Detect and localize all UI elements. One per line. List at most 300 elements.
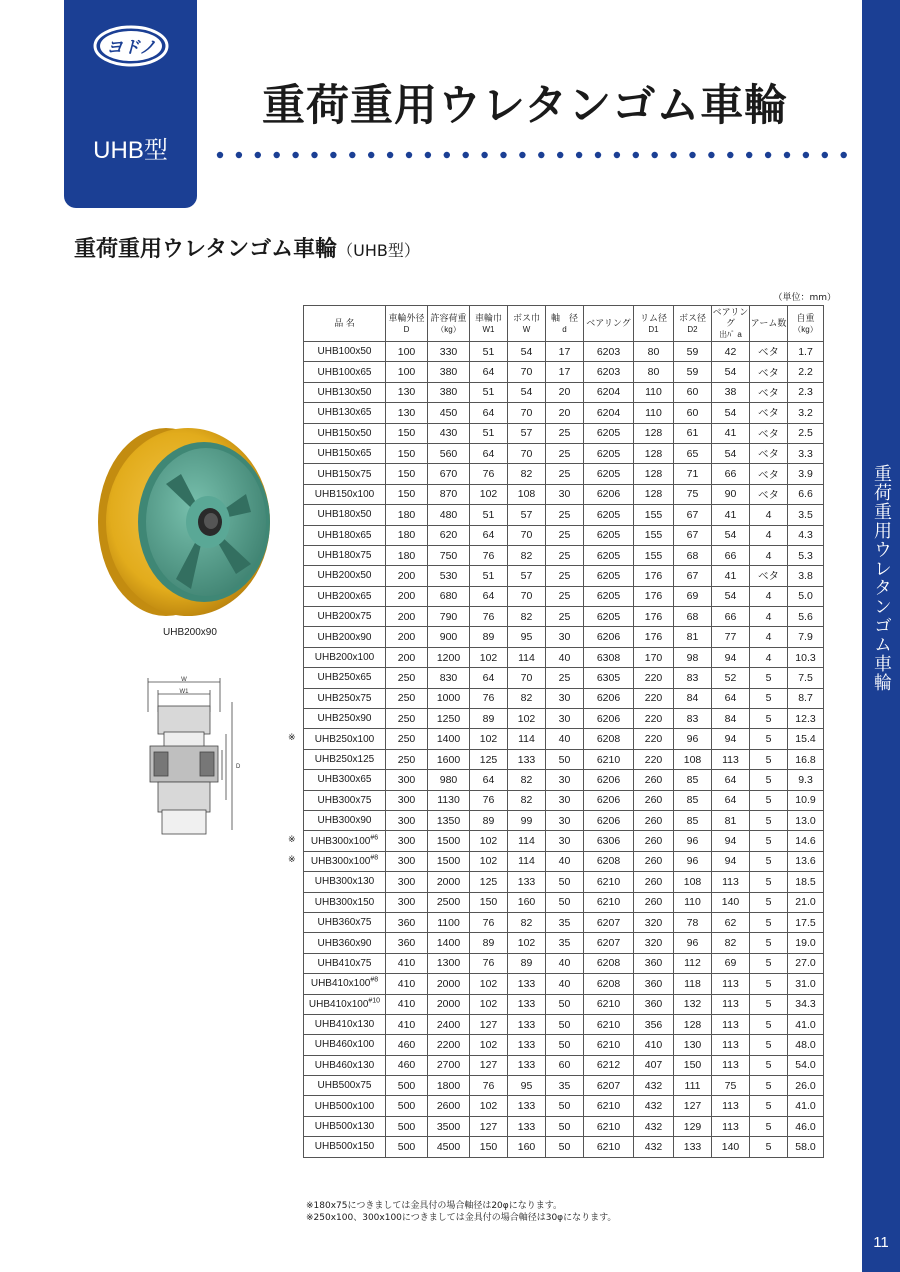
divider-dot <box>236 152 242 158</box>
table-cell: 60 <box>546 1055 584 1075</box>
table-cell: 41 <box>712 423 750 443</box>
table-cell: 64 <box>470 586 508 606</box>
table-row <box>304 1137 824 1157</box>
table-cell: ベタ <box>750 362 788 382</box>
table-row <box>304 464 824 484</box>
table-cell: 790 <box>428 607 470 627</box>
table-cell: 5 <box>750 994 788 1014</box>
table-cell: 6205 <box>584 566 634 586</box>
cross-section-drawing <box>140 672 250 844</box>
table-cell: 407 <box>634 1055 674 1075</box>
table-cell: 102 <box>470 994 508 1014</box>
table-cell: 6308 <box>584 647 634 667</box>
table-cell: 220 <box>634 729 674 749</box>
table-cell: 25 <box>546 525 584 545</box>
table-cell: 48.0 <box>788 1035 824 1055</box>
table-cell: 176 <box>634 607 674 627</box>
table-cell: 128 <box>674 1014 712 1034</box>
table-cell: 1600 <box>428 749 470 769</box>
table-cell: 5 <box>750 912 788 932</box>
table-cell: 78 <box>674 912 712 932</box>
table-cell: 113 <box>712 974 750 994</box>
table-cell: 6206 <box>584 810 634 830</box>
table-cell: 6205 <box>584 545 634 565</box>
table-cell: 5 <box>750 851 788 871</box>
table-cell: 260 <box>634 831 674 851</box>
row-mark: ※ <box>288 834 296 845</box>
table-cell: 250 <box>386 688 428 708</box>
table-cell: 8.7 <box>788 688 824 708</box>
table-cell: 118 <box>674 974 712 994</box>
table-cell: 25 <box>546 668 584 688</box>
table-cell: 50 <box>546 1116 584 1136</box>
table-cell: 1400 <box>428 729 470 749</box>
header-cell: ボス巾 W <box>508 306 546 342</box>
model-name-cell: UHB150x75 <box>304 464 386 484</box>
divider-dot <box>519 152 525 158</box>
table-cell: 70 <box>508 362 546 382</box>
table-cell: 432 <box>634 1096 674 1116</box>
table-row <box>304 1096 824 1116</box>
table-cell: 41 <box>712 566 750 586</box>
table-cell: 5 <box>750 933 788 953</box>
table-cell: 200 <box>386 586 428 606</box>
table-cell: 54 <box>712 443 750 463</box>
brand-tab <box>64 0 197 208</box>
table-cell: 620 <box>428 525 470 545</box>
model-name-cell: UHB300x75 <box>304 790 386 810</box>
divider-dot <box>784 152 790 158</box>
table-cell: 670 <box>428 464 470 484</box>
table-cell: 59 <box>674 362 712 382</box>
table-cell: 12.3 <box>788 709 824 729</box>
table-row <box>304 912 824 932</box>
table-cell: 2700 <box>428 1055 470 1075</box>
table-cell: 980 <box>428 770 470 790</box>
table-cell: 40 <box>546 974 584 994</box>
table-cell: 5 <box>750 953 788 973</box>
table-cell: 500 <box>386 1096 428 1116</box>
table-cell: 54 <box>712 525 750 545</box>
table-cell: 133 <box>508 1116 546 1136</box>
table-cell: 2400 <box>428 1014 470 1034</box>
table-cell: 81 <box>674 627 712 647</box>
table-cell: 133 <box>674 1137 712 1157</box>
table-cell: 200 <box>386 607 428 627</box>
divider-dot <box>481 152 487 158</box>
divider-dot <box>557 152 563 158</box>
table-cell: 64 <box>470 443 508 463</box>
table-cell: 51 <box>470 382 508 402</box>
table-cell: 2.5 <box>788 423 824 443</box>
table-cell: 25 <box>546 464 584 484</box>
table-cell: 155 <box>634 505 674 525</box>
table-cell: 410 <box>634 1035 674 1055</box>
table-cell: 220 <box>634 749 674 769</box>
table-cell: 51 <box>470 423 508 443</box>
model-name-cell: UHB200x50 <box>304 566 386 586</box>
table-cell: 64 <box>470 362 508 382</box>
table-cell: 89 <box>470 709 508 729</box>
table-cell: 150 <box>386 464 428 484</box>
table-cell: 30 <box>546 790 584 810</box>
table-cell: 85 <box>674 810 712 830</box>
table-cell: 64 <box>470 668 508 688</box>
table-cell: 5 <box>750 790 788 810</box>
table-row <box>304 749 824 769</box>
table-cell: 128 <box>634 464 674 484</box>
model-name-cell: UHB300x100$^{\#8}$ <box>304 851 386 871</box>
table-cell: 80 <box>634 362 674 382</box>
table-row <box>304 831 824 851</box>
table-cell: 160 <box>508 892 546 912</box>
table-cell: 900 <box>428 627 470 647</box>
table-cell: 16.8 <box>788 749 824 769</box>
divider-dot <box>746 152 752 158</box>
table-cell: 200 <box>386 627 428 647</box>
table-cell: 150 <box>386 423 428 443</box>
table-cell: 85 <box>674 790 712 810</box>
table-cell: 64 <box>712 790 750 810</box>
table-cell: 51 <box>470 505 508 525</box>
table-cell: 82 <box>508 770 546 790</box>
table-cell: 110 <box>634 403 674 423</box>
model-name-cell: UHB500x100 <box>304 1096 386 1116</box>
model-suffix: #8 <box>370 854 379 862</box>
table-cell: 360 <box>386 933 428 953</box>
divider-dot <box>633 152 639 158</box>
table-cell: 150 <box>470 892 508 912</box>
table-row <box>304 872 824 892</box>
table-cell: 3500 <box>428 1116 470 1136</box>
table-cell: 140 <box>712 1137 750 1157</box>
divider-dot <box>500 152 506 158</box>
table-cell: 35 <box>546 1076 584 1096</box>
model-suffix: #10 <box>368 997 381 1005</box>
table-cell: 2500 <box>428 892 470 912</box>
table-row <box>304 382 824 402</box>
table-cell: 130 <box>674 1035 712 1055</box>
table-row <box>304 342 824 362</box>
divider-dot <box>538 152 544 158</box>
table-cell: 30 <box>546 709 584 729</box>
table-cell: 89 <box>470 810 508 830</box>
model-name-cell: UHB410x100$^{\#8}$ <box>304 974 386 994</box>
table-cell: 113 <box>712 1014 750 1034</box>
table-cell: 70 <box>508 668 546 688</box>
table-row <box>304 443 824 463</box>
table-cell: 6210 <box>584 1096 634 1116</box>
table-cell: 260 <box>634 810 674 830</box>
model-name-cell: UHB200x65 <box>304 586 386 606</box>
svg-text:W1: W1 <box>179 689 189 695</box>
table-cell: 17 <box>546 342 584 362</box>
table-cell: 64 <box>470 770 508 790</box>
table-cell: 300 <box>386 770 428 790</box>
table-cell: 113 <box>712 1055 750 1075</box>
table-cell: 67 <box>674 525 712 545</box>
table-cell: 140 <box>712 892 750 912</box>
table-cell: 4.3 <box>788 525 824 545</box>
table-cell: 30 <box>546 484 584 504</box>
table-cell: ベタ <box>750 342 788 362</box>
table-cell: 6208 <box>584 953 634 973</box>
table-cell: 432 <box>634 1116 674 1136</box>
table-cell: 50 <box>546 1014 584 1034</box>
table-cell: ベタ <box>750 443 788 463</box>
model-name-cell: UHB130x50 <box>304 382 386 402</box>
table-cell: 82 <box>508 464 546 484</box>
table-cell: 500 <box>386 1076 428 1096</box>
table-cell: 94 <box>712 647 750 667</box>
table-cell: 6205 <box>584 443 634 463</box>
row-mark: ※ <box>288 855 296 865</box>
table-cell: 870 <box>428 484 470 504</box>
table-cell: 70 <box>508 443 546 463</box>
divider-dot <box>803 152 809 158</box>
table-cell: 2.3 <box>788 382 824 402</box>
table-cell: 6205 <box>584 586 634 606</box>
table-row <box>304 647 824 667</box>
table-cell: 4 <box>750 545 788 565</box>
table-row <box>304 810 824 830</box>
table-cell: 66 <box>712 607 750 627</box>
table-cell: 2600 <box>428 1096 470 1116</box>
model-name-cell: UHB410x75 <box>304 953 386 973</box>
wheel-photo <box>96 424 276 620</box>
table-cell: 80 <box>634 342 674 362</box>
table-cell: 5.6 <box>788 607 824 627</box>
table-cell: 6.6 <box>788 484 824 504</box>
table-cell: 4 <box>750 586 788 606</box>
table-row <box>304 709 824 729</box>
table-cell: 30 <box>546 627 584 647</box>
table-cell: 300 <box>386 892 428 912</box>
table-cell: 68 <box>674 607 712 627</box>
table-cell: 460 <box>386 1055 428 1075</box>
table-cell: 57 <box>508 505 546 525</box>
table-cell: 6210 <box>584 1035 634 1055</box>
table-row <box>304 403 824 423</box>
table-cell: 330 <box>428 342 470 362</box>
table-cell: 133 <box>508 749 546 769</box>
table-cell: 64 <box>712 688 750 708</box>
table-cell: 31.0 <box>788 974 824 994</box>
table-cell: 133 <box>508 974 546 994</box>
table-cell: 96 <box>674 831 712 851</box>
table-cell: 1100 <box>428 912 470 932</box>
table-cell: 1350 <box>428 810 470 830</box>
table-cell: 75 <box>712 1076 750 1096</box>
table-row <box>304 892 824 912</box>
table-cell: 13.0 <box>788 810 824 830</box>
section-title <box>74 232 420 263</box>
table-cell: 76 <box>470 953 508 973</box>
table-cell: 7.5 <box>788 668 824 688</box>
table-cell: 432 <box>634 1076 674 1096</box>
page-title: 重荷重用ウレタンゴム車輪 <box>262 81 789 131</box>
table-cell: ベタ <box>750 484 788 504</box>
table-cell: 54.0 <box>788 1055 824 1075</box>
table-row <box>304 525 824 545</box>
model-name-cell: UHB150x50 <box>304 423 386 443</box>
table-cell: 10.3 <box>788 647 824 667</box>
table-cell: 81 <box>712 810 750 830</box>
table-cell: 128 <box>634 484 674 504</box>
table-row <box>304 607 824 627</box>
table-row <box>304 974 824 994</box>
model-name-cell: UHB360x90 <box>304 933 386 953</box>
svg-text:D: D <box>236 764 241 770</box>
table-cell: 150 <box>386 443 428 463</box>
table-cell: 54 <box>712 403 750 423</box>
side-label: 重荷重用ウレタンゴム車輪 <box>871 464 892 692</box>
table-cell: 6306 <box>584 831 634 851</box>
table-cell: 51 <box>470 566 508 586</box>
table-cell: 82 <box>508 688 546 708</box>
model-name-cell: UHB100x65 <box>304 362 386 382</box>
table-cell: 250 <box>386 709 428 729</box>
table-cell: 6305 <box>584 668 634 688</box>
table-cell: 110 <box>634 382 674 402</box>
table-cell: 6206 <box>584 790 634 810</box>
table-cell: 300 <box>386 810 428 830</box>
table-row <box>304 994 824 1014</box>
table-cell: 460 <box>386 1035 428 1055</box>
table-cell: 128 <box>634 423 674 443</box>
table-cell: 6203 <box>584 362 634 382</box>
table-cell: 200 <box>386 566 428 586</box>
table-cell: 360 <box>634 994 674 1014</box>
table-cell: 77 <box>712 627 750 647</box>
table-cell: 46.0 <box>788 1116 824 1136</box>
table-cell: 84 <box>712 709 750 729</box>
divider-dot <box>670 152 676 158</box>
table-cell: 64 <box>712 770 750 790</box>
side-band <box>862 0 900 1272</box>
table-row <box>304 851 824 871</box>
table-cell: 60 <box>674 403 712 423</box>
model-name-cell: UHB500x130 <box>304 1116 386 1136</box>
table-cell: 68 <box>674 545 712 565</box>
section-title-text: 重荷重用ウレタンゴム車輪 <box>74 237 338 262</box>
divider-dot <box>576 152 582 158</box>
table-cell: 64 <box>470 525 508 545</box>
table-cell: 150 <box>674 1055 712 1075</box>
table-cell: 6208 <box>584 729 634 749</box>
table-cell: 1500 <box>428 851 470 871</box>
table-cell: 6206 <box>584 484 634 504</box>
table-cell: 300 <box>386 790 428 810</box>
table-cell: 70 <box>508 586 546 606</box>
divider-dot <box>841 152 847 158</box>
header-cell: 許容荷重 （kg） <box>428 306 470 342</box>
table-cell: 57 <box>508 423 546 443</box>
divider-dot <box>330 152 336 158</box>
unit-note: （単位：mm） <box>773 293 836 303</box>
table-cell: 21.0 <box>788 892 824 912</box>
table-cell: 150 <box>470 1137 508 1157</box>
table-cell: 30 <box>546 810 584 830</box>
table-cell: ベタ <box>750 464 788 484</box>
table-cell: 6205 <box>584 505 634 525</box>
table-cell: 102 <box>470 974 508 994</box>
table-cell: ベタ <box>750 382 788 402</box>
table-cell: 108 <box>674 872 712 892</box>
table-cell: 4 <box>750 607 788 627</box>
table-cell: 25 <box>546 586 584 606</box>
table-cell: 83 <box>674 709 712 729</box>
table-row <box>304 1035 824 1055</box>
table-cell: 127 <box>470 1014 508 1034</box>
table-cell: 155 <box>634 545 674 565</box>
table-cell: 320 <box>634 933 674 953</box>
table-cell: 50 <box>546 1035 584 1055</box>
table-cell: 6204 <box>584 382 634 402</box>
table-cell: 102 <box>470 831 508 851</box>
header-cell: アーム数 <box>750 306 788 342</box>
table-cell: 18.5 <box>788 872 824 892</box>
table-row <box>304 423 824 443</box>
table-cell: 250 <box>386 729 428 749</box>
table-cell: 76 <box>470 607 508 627</box>
table-cell: 500 <box>386 1137 428 1157</box>
table-cell: 40 <box>546 647 584 667</box>
row-mark: ※ <box>288 732 296 743</box>
table-cell: 76 <box>470 545 508 565</box>
table-cell: 50 <box>546 994 584 1014</box>
table-cell: 5 <box>750 1035 788 1055</box>
table-cell: 2000 <box>428 994 470 1014</box>
table-cell: 30 <box>546 831 584 851</box>
table-cell: 25 <box>546 505 584 525</box>
model-suffix: #6 <box>370 834 379 842</box>
table-cell: 15.4 <box>788 729 824 749</box>
table-cell: 20 <box>546 382 584 402</box>
header-cell: 軸 径 d <box>546 306 584 342</box>
table-cell: 220 <box>634 668 674 688</box>
model-name-cell: UHB180x75 <box>304 545 386 565</box>
table-cell: 14.6 <box>788 831 824 851</box>
table-cell: 250 <box>386 668 428 688</box>
table-cell: 5 <box>750 709 788 729</box>
table-row <box>304 586 824 606</box>
divider-dot <box>349 152 355 158</box>
divider-dot <box>765 152 771 158</box>
table-cell: 5 <box>750 810 788 830</box>
model-name-cell: UHB200x75 <box>304 607 386 627</box>
table-cell: 5 <box>750 831 788 851</box>
table-row <box>304 790 824 810</box>
page-number: 11 <box>873 1234 889 1251</box>
table-cell: 180 <box>386 525 428 545</box>
table-cell: 110 <box>674 892 712 912</box>
table-cell: 50 <box>546 872 584 892</box>
model-name-cell: UHB150x100 <box>304 484 386 504</box>
table-cell: 680 <box>428 586 470 606</box>
table-cell: 94 <box>712 851 750 871</box>
table-cell: 69 <box>674 586 712 606</box>
table-cell: 500 <box>386 1116 428 1136</box>
table-cell: 40 <box>546 729 584 749</box>
model-name-cell: UHB130x65 <box>304 403 386 423</box>
table-cell: 176 <box>634 586 674 606</box>
model-name-cell: UHB100x50 <box>304 342 386 362</box>
svg-text:ヨドノ: ヨドノ <box>106 38 156 58</box>
table-cell: 82 <box>508 607 546 627</box>
header-cell: 自重 （kg） <box>788 306 824 342</box>
table-cell: 102 <box>508 709 546 729</box>
